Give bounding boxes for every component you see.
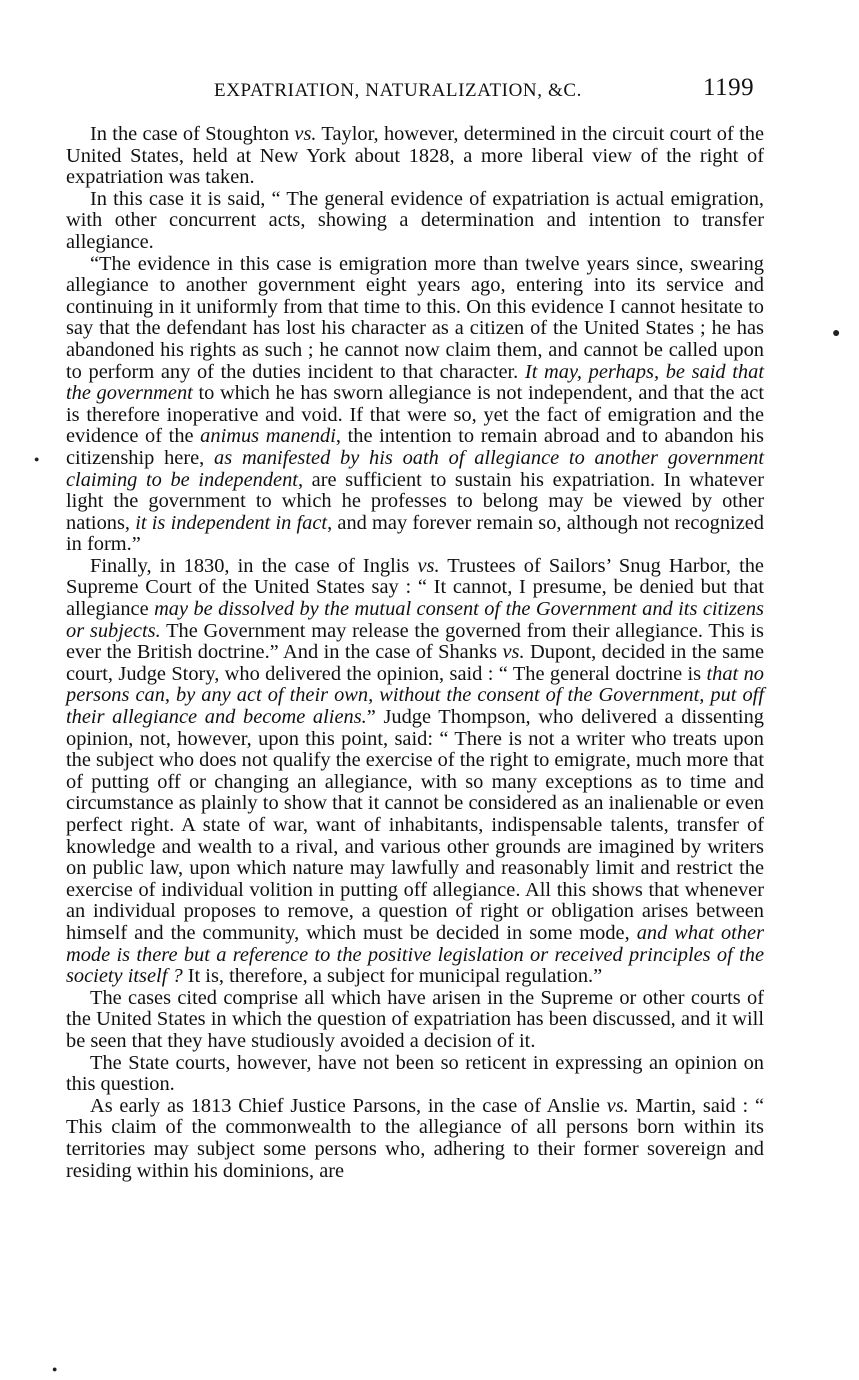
paragraph (66, 189, 764, 254)
italic-text: may be dissolved by the mutual consent of the Government and its citizens or subjects. (66, 598, 764, 642)
text-run: The State courts, however, have not been so reticent in expressing an opinion on this question. (66, 1051, 764, 1096)
text-run: It is, therefore, a subject for municipal regulation.” (182, 965, 603, 988)
body-text (66, 124, 764, 1182)
paragraph (66, 124, 764, 189)
paragraph (66, 988, 764, 1053)
text-run: , and may forever remain so, although not recognized in form.” (66, 511, 764, 556)
running-title: EXPATRIATION, NATURALIZATION, &C. (214, 80, 582, 101)
text-run: In this case it is said, “ The general evidence of expatriation is actual emigration, with other concurrent acts, showing a determination and intention to transfer allegiance. (66, 187, 764, 253)
paragraph (66, 1053, 764, 1096)
italic-text: as manifested by his oath of allegiance to another government claiming to be independent (66, 446, 765, 491)
margin-dot-mark: ● (34, 454, 40, 464)
margin-dot-mark: ● (832, 326, 841, 341)
text-run: to which he has sworn allegiance is not independent, and that the act is therefore inoperative and void. If that were so, yet the fact of emigration and the evidence of the (66, 382, 764, 448)
italic-text: It may, perhaps, be said that the government (66, 360, 764, 405)
italic-text: animus manendi (200, 425, 336, 448)
text-run: Taylor, however, determined in the circuit court of the United States, held at New York about 1828, a more liberal view of the right of expatriation was taken. (66, 123, 764, 189)
page-number: 1199 (703, 74, 755, 101)
paragraph (66, 254, 764, 556)
paragraph (66, 556, 764, 988)
italic-text: it is independent in fact (135, 511, 328, 534)
italic-text: vs. (606, 1094, 629, 1117)
text-run: In the case of Stoughton (90, 123, 295, 145)
text-run: Dupont, decided in the same court, Judge Story, who delivered the opinion, said : “ The general doctrine is (66, 641, 764, 685)
italic-text: that no persons can, by any act of their own, without the consent of the Government, put off their allegiance and become aliens. (66, 662, 764, 729)
margin-dot-mark: ● (52, 1364, 58, 1374)
text-run: , are sufficient to sustain his expatriation. In whatever light the government to which he professes to belong may be viewed by other nations, (66, 468, 764, 534)
text-run: Trustees of Sailors’ Snug Harbor, the Supreme Court of the United States say : “ It cannot, I presume, be denied but that allegiance (66, 554, 764, 621)
text-run: The cases cited comprise all which have arisen in the Supreme or other courts of the United States in which the question of expatriation has been discussed, and it will be seen that they have studiously avoided a decision of it. (66, 986, 764, 1052)
italic-text: vs. (294, 123, 317, 145)
text-run: “The evidence in this case is emigration more than twelve years since, swearing allegiance to another government eight years ago, entering into its service and continuing in it uniformly from that time to this. On this evidence I cannot hesitate to say that the defendant has lost his character as a citizen of the United States ; he has abandoned his rights as such ; he cannot now claim them, and cannot be called upon to perform any of the duties incident to that character. (66, 252, 764, 383)
text-run: The Government may release the governed from their allegiance. This is ever the British doctrine.” And in the case of Shanks (66, 619, 764, 664)
italic-text: vs. (417, 554, 440, 577)
text-run: Finally, in 1830, in the case of Inglis (90, 554, 418, 577)
text-run: Martin, said : “ This claim of the commonwealth to the allegiance of all persons born within its territories may subject some persons who, adhering to their former sovereign and residing within his dominions, are (66, 1094, 764, 1182)
text-run: ” Judge Thompson, who delivered a dissenting opinion, not, however, upon this point, said: “ There is not a writer who treats upon the subject who does not qualify the exercise of the right to emigrate, much more that of putting off or changing an allegiance, with so many exceptions as to time and circumstance as plainly to show that it cannot be considered as an inalienable or even perfect right. A state of war, want of inhabitants, indispensable talents, transfer of knowledge and wealth to a rival, and various other grounds are imagined by writers on public law, upon which nature may lawfully and reasonably limit and restrict the exercise of individual volition in putting off allegiance. All this shows that whenever an individual proposes to remove, a question of right or obligation arises between himself and the community, which must be decided in some mode, (66, 706, 764, 944)
text-run: As early as 1813 Chief Justice Parsons, in the case of Anslie (90, 1094, 607, 1117)
italic-text: vs. (502, 641, 525, 664)
page-header (0, 74, 859, 104)
paragraph (66, 1096, 764, 1182)
italic-text: and what other mode is there but a reference to the positive legislation or received principles of the society itself ? (66, 921, 765, 988)
text-run: , the intention to remain abroad and to abandon his citizenship here, (66, 425, 764, 469)
